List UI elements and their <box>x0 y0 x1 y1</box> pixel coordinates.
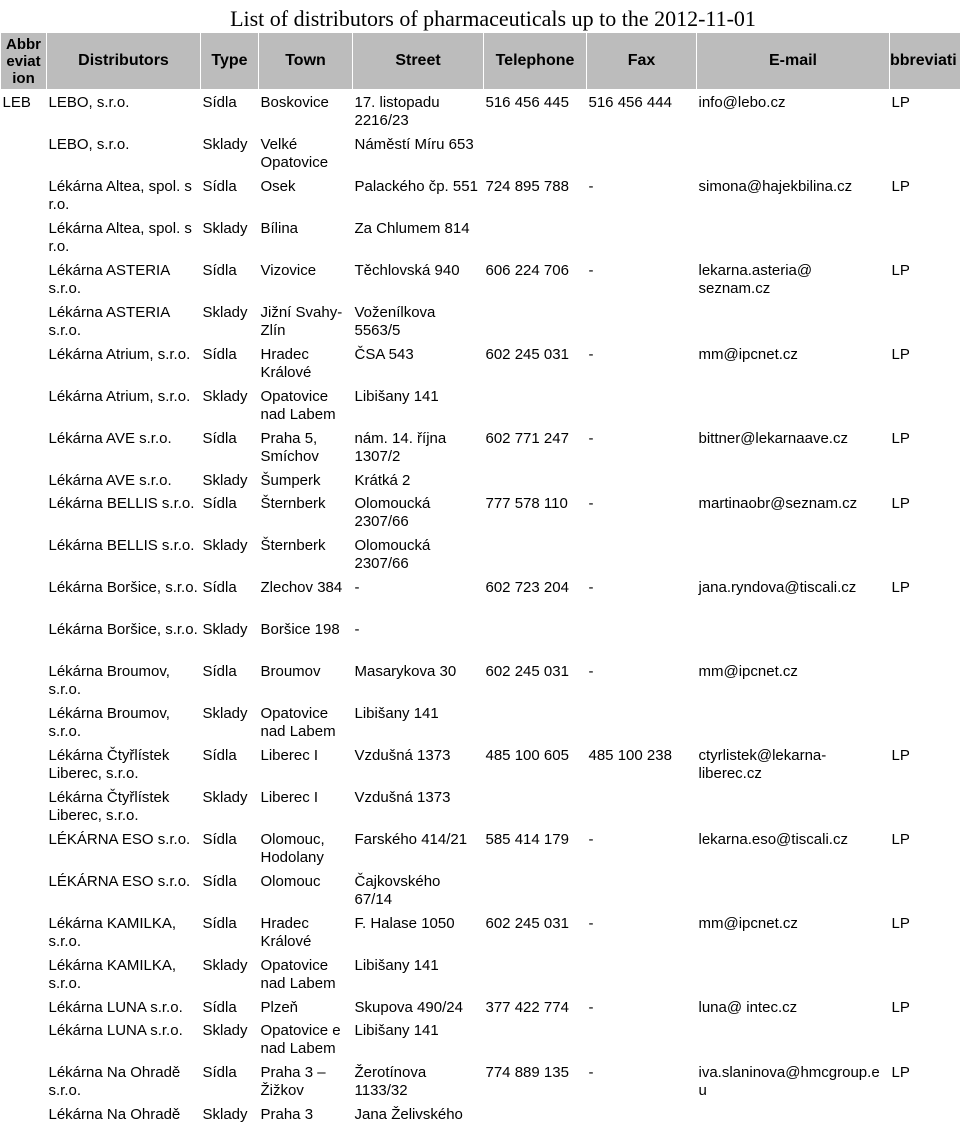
cell-type: Sídla <box>202 663 237 680</box>
cell-town: Šternberk <box>260 537 326 554</box>
cell-street: Skupova 490/24 <box>354 999 463 1016</box>
cell-town: Hradec Králové <box>260 915 312 950</box>
cell-fax <box>587 386 697 428</box>
cell-distributor: Lékárna Boršice, s.r.o. <box>48 579 198 596</box>
cell-email <box>697 619 890 661</box>
cell-town: Šternberk <box>260 495 326 512</box>
cell-town: Bílina <box>260 220 299 237</box>
col-header-street: Street <box>353 33 484 90</box>
cell-street: Libišany 141 <box>354 388 439 405</box>
cell-telephone: 602 245 031 <box>485 915 569 932</box>
cell-fax: - <box>588 999 594 1016</box>
cell-fax: - <box>588 430 594 447</box>
table-row <box>1 535 960 577</box>
cell-abbreviation-2: LP <box>891 915 910 932</box>
cell-type: Sídla <box>202 495 237 512</box>
cell-distributor: LEBO, s.r.o. <box>48 136 130 153</box>
cell-telephone <box>484 386 587 428</box>
table-row <box>1 1104 960 1127</box>
cell-telephone: 602 771 247 <box>485 430 569 447</box>
cell-type: Sklady <box>202 472 248 489</box>
col-header-abbreviation: Abbr eviat ion <box>1 33 47 90</box>
cell-telephone <box>484 703 587 745</box>
cell-email <box>697 218 890 260</box>
col-header-type: Type <box>201 33 259 90</box>
cell-fax <box>587 535 697 577</box>
table-row <box>1 871 960 913</box>
cell-abbreviation <box>1 428 47 470</box>
cell-email: simona@hajekbilina.cz <box>698 178 853 195</box>
cell-type: Sídla <box>202 430 237 447</box>
cell-abbreviation-2 <box>890 955 960 997</box>
cell-abbreviation <box>1 871 47 913</box>
cell-telephone: 777 578 110 <box>485 495 568 512</box>
cell-town: Vizovice <box>260 262 317 279</box>
cell-town: Boskovice <box>260 94 329 111</box>
cell-abbreviation <box>1 218 47 260</box>
cell-fax: 516 456 444 <box>588 94 672 111</box>
cell-type: Sklady <box>202 957 248 974</box>
table-row <box>1 493 960 535</box>
cell-town: Opatovice nad Labem <box>260 705 336 740</box>
cell-abbreviation-2: LP <box>891 346 910 363</box>
cell-street: nám. 14. října 1307/2 <box>354 430 447 465</box>
cell-telephone <box>484 470 587 493</box>
cell-email <box>697 787 890 829</box>
cell-distributor: Lékárna Altea, spol. s r.o. <box>48 178 192 213</box>
cell-street: Olomoucká 2307/66 <box>354 537 431 572</box>
cell-type: Sídla <box>202 831 237 848</box>
cell-email <box>697 955 890 997</box>
cell-telephone <box>484 535 587 577</box>
cell-type: Sídla <box>202 178 237 195</box>
cell-abbreviation-2 <box>890 871 960 913</box>
col-header-abbreviation-2: bbreviati <box>890 33 960 90</box>
cell-fax: 485 100 238 <box>588 747 672 764</box>
cell-distributor: Lékárna AVE s.r.o. <box>48 472 172 489</box>
cell-street: Čajkovského 67/14 <box>354 873 441 908</box>
table-row <box>1 134 960 176</box>
cell-abbreviation: LEB <box>2 94 31 111</box>
cell-email: bittner@lekarnaave.cz <box>698 430 848 447</box>
cell-town: Praha 3 – Žižkov <box>260 1064 326 1099</box>
cell-abbreviation <box>1 134 47 176</box>
table-row <box>1 344 960 386</box>
cell-street: Libišany 141 <box>354 957 439 974</box>
cell-email: ctyrlistek@lekarna-liberec.cz <box>698 747 827 782</box>
cell-abbreviation-2: LP <box>891 999 910 1016</box>
cell-email <box>697 871 890 913</box>
cell-abbreviation-2 <box>890 1020 960 1062</box>
cell-distributor: Lékárna BELLIS s.r.o. <box>48 495 195 512</box>
cell-street: ČSA 543 <box>354 346 414 363</box>
cell-telephone: 485 100 605 <box>485 747 569 764</box>
cell-distributor: Lékárna Čtyřlístek Liberec, s.r.o. <box>48 789 170 824</box>
cell-fax: - <box>588 178 594 195</box>
cell-type: Sklady <box>202 1106 248 1123</box>
table-row <box>1 829 960 871</box>
col-header-fax: Fax <box>587 33 697 90</box>
cell-email <box>697 302 890 344</box>
cell-street: 17. listopadu 2216/23 <box>354 94 440 129</box>
cell-email: iva.slaninova@hmcgroup.eu <box>698 1064 880 1099</box>
cell-abbreviation <box>1 955 47 997</box>
cell-street: - <box>354 621 360 638</box>
table-row <box>1 955 960 997</box>
cell-abbreviation <box>1 703 47 745</box>
cell-fax: - <box>588 579 594 596</box>
cell-fax <box>587 787 697 829</box>
cell-email: mm@ipcnet.cz <box>698 346 798 363</box>
cell-abbreviation <box>1 535 47 577</box>
cell-distributor: Lékárna LUNA s.r.o. <box>48 999 183 1016</box>
cell-abbreviation <box>1 619 47 661</box>
cell-email <box>697 1104 890 1127</box>
cell-town: Olomouc <box>260 873 321 890</box>
cell-fax: - <box>588 663 594 680</box>
cell-town: Olomouc, Hodolany <box>260 831 325 866</box>
table-row <box>1 703 960 745</box>
header-row <box>1 33 960 90</box>
table-row <box>1 913 960 955</box>
cell-distributor: Lékárna Boršice, s.r.o. <box>48 621 198 638</box>
cell-street: Těchlovská 940 <box>354 262 460 279</box>
cell-abbreviation-2: LP <box>891 178 910 195</box>
cell-abbreviation-2: LP <box>891 262 910 279</box>
cell-type: Sklady <box>202 621 248 638</box>
cell-fax <box>587 703 697 745</box>
cell-abbreviation-2 <box>890 302 960 344</box>
cell-telephone: 724 895 788 <box>485 178 569 195</box>
cell-street: Voženílkova 5563/5 <box>354 304 436 339</box>
table-row <box>1 176 960 218</box>
document-title: List of distributors of pharmaceuticals up to the 2012-11-01 <box>230 6 756 31</box>
cell-abbreviation <box>1 577 47 619</box>
cell-telephone: 585 414 179 <box>485 831 569 848</box>
cell-abbreviation-2: LP <box>891 831 910 848</box>
cell-street: Žerotínova 1133/32 <box>354 1064 427 1099</box>
table-row <box>1 470 960 493</box>
cell-abbreviation <box>1 493 47 535</box>
cell-email: luna@ intec.cz <box>698 999 798 1016</box>
cell-telephone <box>484 218 587 260</box>
cell-street: Farského 414/21 <box>354 831 468 848</box>
table-row <box>1 218 960 260</box>
cell-distributor: Lékárna Atrium, s.r.o. <box>48 346 191 363</box>
cell-town: Plzeň <box>260 999 299 1016</box>
table-row <box>1 745 960 787</box>
cell-type: Sklady <box>202 136 248 153</box>
cell-abbreviation <box>1 745 47 787</box>
cell-town: Hradec Králové <box>260 346 312 381</box>
cell-abbreviation-2: LP <box>891 94 910 111</box>
cell-street: Vzdušná 1373 <box>354 789 451 806</box>
cell-telephone: 774 889 135 <box>485 1064 569 1081</box>
cell-telephone: 377 422 774 <box>485 999 569 1016</box>
cell-distributor: Lékárna Na Ohradě <box>48 1106 181 1123</box>
cell-type: Sídla <box>202 262 237 279</box>
cell-fax: - <box>588 495 594 512</box>
cell-fax <box>587 871 697 913</box>
cell-email <box>697 703 890 745</box>
cell-type: Sklady <box>202 705 248 722</box>
cell-abbreviation <box>1 1104 47 1127</box>
cell-telephone <box>484 955 587 997</box>
cell-fax: - <box>588 262 594 279</box>
cell-town: Jižní Svahy-Zlín <box>260 304 343 339</box>
cell-fax <box>587 1020 697 1062</box>
cell-distributor: Lékárna AVE s.r.o. <box>48 430 172 447</box>
cell-street: Krátká 2 <box>354 472 411 489</box>
table-row <box>1 661 960 703</box>
cell-street: Libišany 141 <box>354 1022 439 1039</box>
table-row <box>1 428 960 470</box>
cell-email: info@lebo.cz <box>698 94 786 111</box>
cell-type: Sklady <box>202 537 248 554</box>
cell-abbreviation <box>1 997 47 1020</box>
cell-telephone <box>484 619 587 661</box>
cell-abbreviation <box>1 913 47 955</box>
table-body <box>1 90 960 1128</box>
cell-abbreviation-2 <box>890 535 960 577</box>
cell-distributor: Lékárna Broumov, s.r.o. <box>48 705 170 740</box>
col-header-distributors: Distributors <box>47 33 201 90</box>
table-row <box>1 302 960 344</box>
cell-abbreviation <box>1 1020 47 1062</box>
col-header-telephone: Telephone <box>484 33 587 90</box>
table-row <box>1 1062 960 1104</box>
cell-street: Vzdušná 1373 <box>354 747 451 764</box>
cell-distributor: Lékárna KAMILKA, s.r.o. <box>48 957 177 992</box>
cell-abbreviation-2: LP <box>891 1064 910 1081</box>
cell-abbreviation <box>1 176 47 218</box>
cell-abbreviation-2: LP <box>891 579 910 596</box>
cell-abbreviation-2: LP <box>891 747 910 764</box>
cell-town: Praha 3 <box>260 1106 314 1123</box>
cell-abbreviation <box>1 386 47 428</box>
cell-street: - <box>354 579 360 596</box>
cell-type: Sklady <box>202 220 248 237</box>
cell-distributor: LÉKÁRNA ESO s.r.o. <box>48 873 191 890</box>
cell-distributor: Lékárna Atrium, s.r.o. <box>48 388 191 405</box>
table-row <box>1 577 960 619</box>
cell-telephone: 602 245 031 <box>485 346 569 363</box>
cell-abbreviation-2 <box>890 470 960 493</box>
cell-type: Sídla <box>202 94 237 111</box>
cell-abbreviation-2 <box>890 661 960 703</box>
cell-abbreviation <box>1 344 47 386</box>
cell-abbreviation-2: LP <box>891 430 910 447</box>
cell-fax <box>587 619 697 661</box>
cell-email <box>697 1020 890 1062</box>
cell-distributor: Lékárna ASTERIA s.r.o. <box>48 262 170 297</box>
cell-telephone: 606 224 706 <box>485 262 569 279</box>
cell-type: Sídla <box>202 873 237 890</box>
cell-type: Sklady <box>202 304 248 321</box>
cell-street: Za Chlumem 814 <box>354 220 470 237</box>
cell-town: Broumov <box>260 663 321 680</box>
cell-email: martinaobr@seznam.cz <box>698 495 858 512</box>
cell-abbreviation-2 <box>890 386 960 428</box>
table-row <box>1 1020 960 1062</box>
cell-abbreviation <box>1 470 47 493</box>
cell-abbreviation <box>1 260 47 302</box>
cell-street: Jana Želivského <box>354 1106 463 1123</box>
cell-telephone: 602 723 204 <box>485 579 569 596</box>
cell-email <box>697 134 890 176</box>
cell-distributor: LEBO, s.r.o. <box>48 94 130 111</box>
cell-type: Sídla <box>202 579 237 596</box>
cell-abbreviation-2: LP <box>891 495 910 512</box>
cell-type: Sídla <box>202 999 237 1016</box>
cell-town: Zlechov 384 <box>260 579 343 596</box>
cell-town: Liberec I <box>260 747 319 764</box>
cell-abbreviation-2 <box>890 134 960 176</box>
cell-telephone <box>484 134 587 176</box>
cell-type: Sídla <box>202 346 237 363</box>
cell-abbreviation <box>1 1062 47 1104</box>
cell-fax: - <box>588 831 594 848</box>
cell-type: Sklady <box>202 1022 248 1039</box>
cell-distributor: Lékárna Broumov, s.r.o. <box>48 663 170 698</box>
cell-town: Boršice 198 <box>260 621 340 638</box>
cell-fax <box>587 955 697 997</box>
cell-town: Opatovice nad Labem <box>260 957 336 992</box>
cell-telephone: 602 245 031 <box>485 663 569 680</box>
cell-street: Palackého čp. 551 <box>354 178 478 195</box>
cell-email: lekarna.eso@tiscali.cz <box>698 831 848 848</box>
cell-telephone <box>484 787 587 829</box>
table-row <box>1 997 960 1020</box>
cell-abbreviation <box>1 829 47 871</box>
cell-distributor: Lékárna Na Ohradě s.r.o. <box>48 1064 181 1099</box>
cell-email <box>697 470 890 493</box>
table-row <box>1 787 960 829</box>
cell-town: Opatovice e nad Labem <box>260 1022 341 1057</box>
cell-telephone: 516 456 445 <box>485 94 569 111</box>
cell-email: mm@ipcnet.cz <box>698 915 798 932</box>
cell-abbreviation <box>1 787 47 829</box>
cell-distributor: Lékárna LUNA s.r.o. <box>48 1022 183 1039</box>
cell-street: Olomoucká 2307/66 <box>354 495 431 530</box>
cell-email: mm@ipcnet.cz <box>698 663 798 680</box>
cell-distributor: Lékárna ASTERIA s.r.o. <box>48 304 170 339</box>
cell-fax <box>587 470 697 493</box>
cell-abbreviation-2 <box>890 619 960 661</box>
cell-street: F. Halase 1050 <box>354 915 455 932</box>
cell-distributor: Lékárna BELLIS s.r.o. <box>48 537 195 554</box>
cell-distributor: Lékárna Altea, spol. s r.o. <box>48 220 192 255</box>
cell-abbreviation <box>1 302 47 344</box>
distributors-table <box>0 32 960 1127</box>
cell-email <box>697 386 890 428</box>
cell-street: Náměstí Míru 653 <box>354 136 474 153</box>
cell-abbreviation-2 <box>890 1104 960 1127</box>
cell-type: Sklady <box>202 789 248 806</box>
cell-town: Osek <box>260 178 296 195</box>
cell-street: Libišany 141 <box>354 705 439 722</box>
cell-fax <box>587 1104 697 1127</box>
cell-abbreviation-2 <box>890 787 960 829</box>
cell-town: Liberec I <box>260 789 319 806</box>
table-row <box>1 619 960 661</box>
col-header-town: Town <box>259 33 353 90</box>
cell-telephone <box>484 871 587 913</box>
cell-telephone <box>484 302 587 344</box>
cell-type: Sklady <box>202 388 248 405</box>
cell-town: Šumperk <box>260 472 321 489</box>
table-row <box>1 386 960 428</box>
cell-type: Sídla <box>202 1064 237 1081</box>
table-row <box>1 90 960 135</box>
cell-telephone <box>484 1020 587 1062</box>
cell-email <box>697 535 890 577</box>
col-header-email: E-mail <box>697 33 890 90</box>
cell-type: Sídla <box>202 747 237 764</box>
cell-fax: - <box>588 1064 594 1081</box>
cell-fax <box>587 134 697 176</box>
cell-distributor: LÉKÁRNA ESO s.r.o. <box>48 831 191 848</box>
cell-town: Praha 5, Smíchov <box>260 430 319 465</box>
cell-email: jana.ryndova@tiscali.cz <box>698 579 857 596</box>
cell-abbreviation <box>1 661 47 703</box>
cell-street: Masarykova 30 <box>354 663 457 680</box>
table-row <box>1 260 960 302</box>
cell-abbreviation-2 <box>890 218 960 260</box>
cell-abbreviation-2 <box>890 703 960 745</box>
cell-telephone <box>484 1104 587 1127</box>
cell-fax: - <box>588 915 594 932</box>
cell-distributor: Lékárna KAMILKA, s.r.o. <box>48 915 177 950</box>
cell-distributor: Lékárna Čtyřlístek Liberec, s.r.o. <box>48 747 170 782</box>
cell-email: lekarna.asteria@ seznam.cz <box>698 262 813 297</box>
cell-type: Sídla <box>202 915 237 932</box>
cell-fax <box>587 218 697 260</box>
cell-fax <box>587 302 697 344</box>
cell-fax: - <box>588 346 594 363</box>
cell-town: Opatovice nad Labem <box>260 388 336 423</box>
cell-town: Velké Opatovice <box>260 136 329 171</box>
